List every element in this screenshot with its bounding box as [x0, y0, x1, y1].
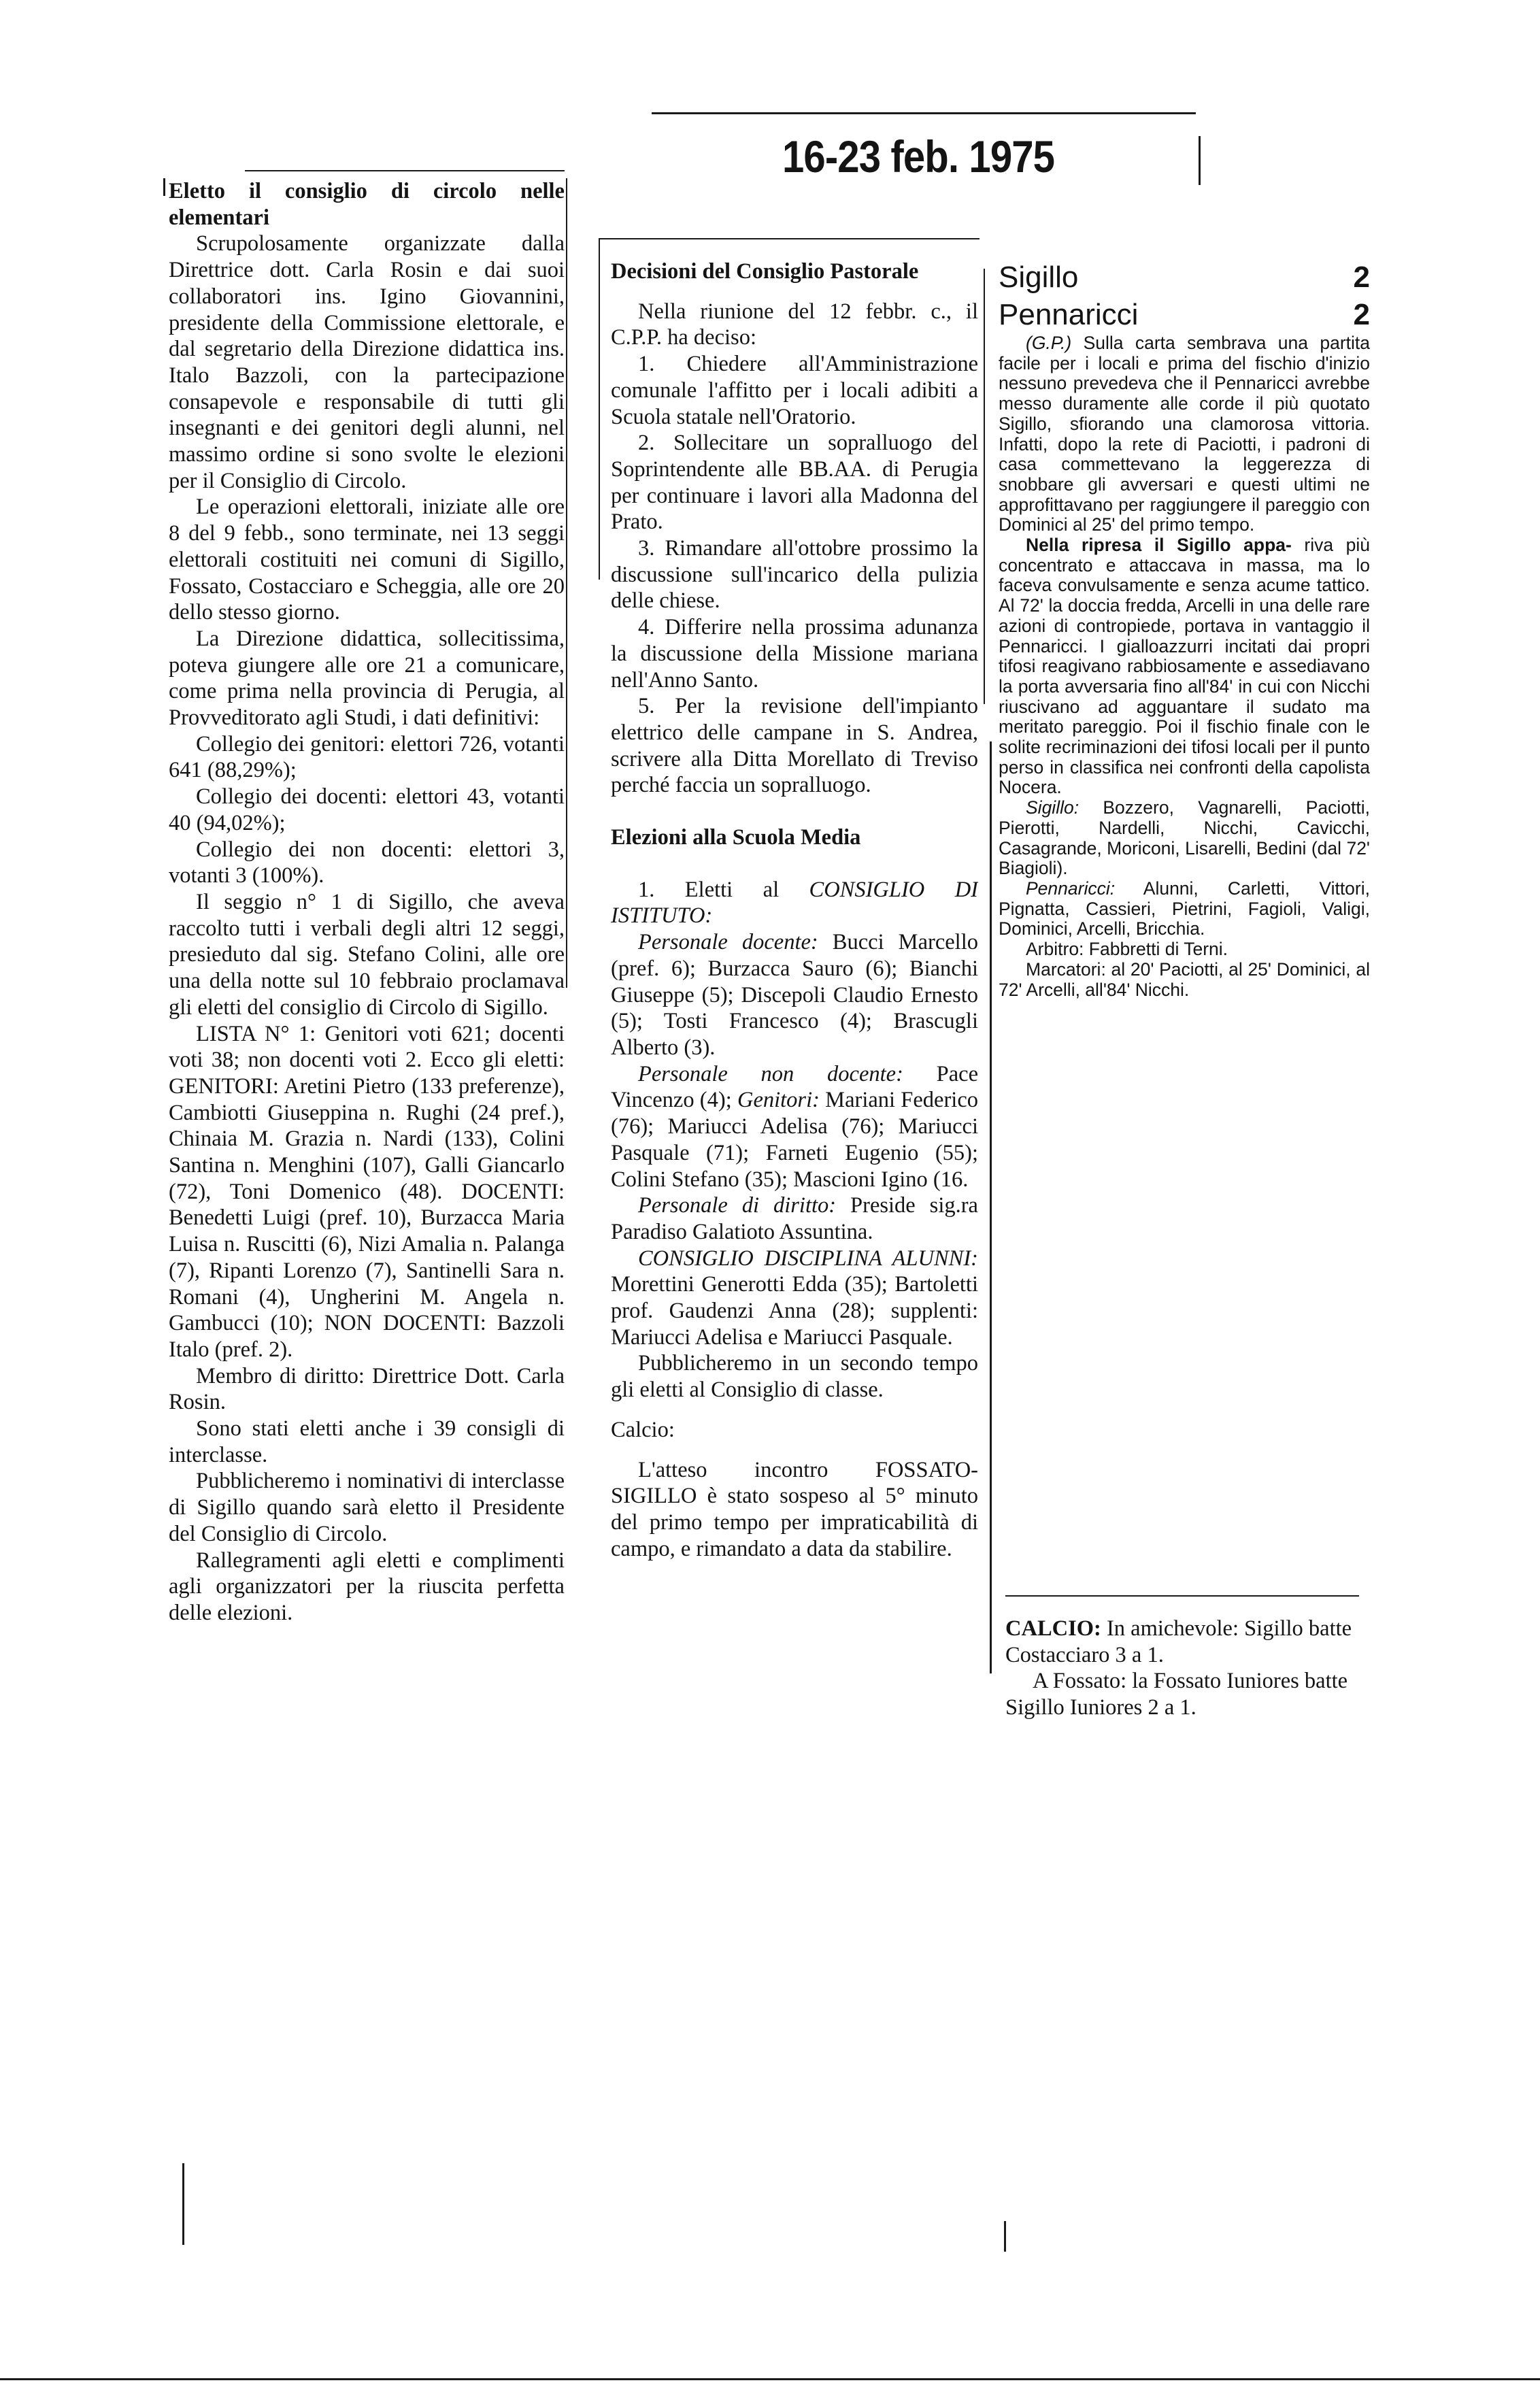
match-report-2-lead: Nella ripresa il Sigillo appa- — [1026, 535, 1292, 556]
col3-rule — [990, 741, 992, 1673]
col1-right-rule — [566, 178, 567, 988]
col1-left-mark — [163, 178, 165, 196]
score-pennaricci: 2 — [1353, 298, 1370, 331]
genitori-label: Genitori: — [737, 1088, 820, 1113]
score-sigillo: 2 — [1353, 261, 1370, 294]
team-sigillo: Sigillo — [999, 261, 1079, 294]
nondocente-text: Pace Vincenzo (4); — [611, 1061, 978, 1113]
date-divider — [1199, 136, 1201, 185]
docente-text: Bucci Marcello (pref. 6); Burzacca Sauro (6); Bianchi Giuseppe (5); Discepoli Claudio Ernesto (5); Tosti Francesco (4); Brascugli Alberto (3). — [611, 930, 978, 1060]
diritto-paragraph — [611, 1192, 978, 1245]
calcio-brief-label: CALCIO: — [1005, 1616, 1101, 1641]
middle-item-5: 5. Per la revisione dell'impianto elettrico delle campane in S. Andrea, scrivere alla Ditta Morellato di Treviso perché faccia un sopralluogo. — [611, 694, 978, 798]
elezioni-item — [611, 877, 978, 929]
col3-bottom-mark — [1004, 2221, 1006, 2252]
docente-label: Personale docente: — [638, 930, 818, 955]
score-row-pennaricci — [999, 296, 1370, 333]
middle-intro: Nella riunione del 12 febbr. c., il C.P.P. ha deciso: — [611, 299, 978, 350]
elezioni-item-label: 1. Eletti al — [638, 877, 809, 902]
col1-top-rule — [245, 170, 565, 171]
calcio-heading: Calcio: — [611, 1417, 675, 1442]
left-paragraph-7: Il seggio n° 1 di Sigillo, che aveva raccolto tutti i verbali degli altri 12 seggi, presieduto dal sig. Stefano Colini, alle ore una della notte sul 10 febbraio proclamava gli eletti del consiglio di Circolo di Sigillo. — [169, 889, 565, 1020]
calcio-brief-1: CALCIO: In amichevole: Sigillo batte Costacciaro 3 a 1. — [1005, 1616, 1352, 1667]
diritto-text: Preside sig.ra Paradiso Galatioto Assuntina. — [611, 1193, 978, 1244]
docente-paragraph — [611, 929, 978, 1061]
lineup-sigillo: Sigillo: Bozzero, Vagnarelli, Paciotti, Pierotti, Nardelli, Nicchi, Cavicchi, Casagrande, Moriconi, Lisarelli, Bedini (dal 72' Biagioli). — [999, 797, 1370, 879]
left-article-title: Eletto il consiglio di circolo nelle elementari — [169, 179, 565, 230]
match-report-1: (G.P.) Sulla carta sembrava una partita facile per i locali e prima del fischio d'inizio nessuno prevedeva che il Pennaricci avrebbe messo duramente alle corde il più quotato Sigillo, sfiorando una clamorosa vittoria. Infatti, dopo la rete di Paciotti, i padroni di casa commettevano la leggerezza di snobbare gli avversari e questi ultimi ne approfittavano per raggiungere il pareggio con Dominici al 25' del primo tempo. — [999, 333, 1370, 535]
left-paragraph-8: LISTA N° 1: Genitori voti 621; docenti voti 38; non docenti voti 2. Ecco gli eletti: GENITORI: Aretini Pietro (133 preferenze), Cambiotti Giuseppina n. Rughi (24 pref.), Chinaia M. Grazia n. Nardi (133), Colini Santina n. Menghini (107), Galli Giancarlo (72), Toni Domenico (48). DOCENTI: Benedetti Luigi (pref. 10), Burzacca Maria Luisa n. Ruscitti (6), Nizi Amalia n. Palanga (7), Ripanti Lorenzo (7), Santinelli Sara n. Romani (4), Ungherini M. Angela n. Gambucci (10); NON DOCENTI: Bazzoli Italo (pref. 2). — [169, 1021, 565, 1362]
middle-article — [611, 258, 978, 2122]
left-paragraph-1: Scrupolosamente organizzate dalla Direttrice dott. Carla Rosin e dai suoi collaboratori ins. Igino Giovannini, presidente della Commissione elettorale, e dal segretario della Direzione didattica ins. Italo Bazzoli, con la partecipazione consapevole e responsabile di tutti gli insegnanti e dei genitori degli alunni, nel massimo ordine si sono svolte le elezioni per il Consiglio di Circolo. — [169, 231, 565, 493]
byline: (G.P.) — [1026, 333, 1072, 353]
left-paragraph-12: Rallegramenti agli eletti e complimenti agli organizzatori per la riuscita perfetta delle elezioni. — [169, 1548, 565, 1625]
left-paragraph-3: La Direzione didattica, sollecitissima, poteva giungere alle ore 21 a comunicare, come prima nella provincia di Perugia, al Provveditorato agli Studi, i dati definitivi: — [169, 626, 565, 731]
lineup-pennaricci: Pennaricci: Alunni, Carletti, Vittori, Pignatta, Cassieri, Pietrini, Fagioli, Valigi, Dominici, Arcelli, Bricchia. — [999, 878, 1370, 939]
scorers: Marcatori: al 20' Paciotti, al 25' Dominici, al 72' Arcelli, all'84' Nicchi. — [999, 958, 1370, 1000]
middle-item-4: 4. Differire nella prossima adunanza la discussione della Missione mariana nell'Anno Santo. — [611, 615, 978, 693]
col2-left-rule — [599, 239, 600, 580]
middle-item-3: 3. Rimandare all'ottobre prossimo la discussione sull'incarico della pulizia delle chiese. — [611, 536, 978, 614]
middle-article-title: Decisioni del Consiglio Pastorale — [611, 259, 919, 284]
nondocente-label: Personale non docente: — [638, 1061, 903, 1086]
col2-right-rule — [984, 269, 985, 704]
nondocente-paragraph — [611, 1061, 978, 1193]
disciplina-label: CONSIGLIO DISCIPLINA ALUNNI: — [638, 1246, 978, 1271]
right-article — [999, 258, 1370, 1789]
bottom-rule — [0, 2378, 1540, 2380]
left-paragraph-10: Sono stati eletti anche i 39 consigli di interclasse. — [169, 1416, 565, 1467]
calcio-brief — [1005, 1616, 1386, 1721]
left-paragraph-6: Collegio dei non docenti: elettori 3, votanti 3 (100%). — [169, 837, 565, 888]
left-paragraph-11: Pubblicheremo i nominativi di interclasse di Sigillo quando sarà eletto il Presidente del Consiglio di Circolo. — [169, 1469, 565, 1546]
left-paragraph-9: Membro di diritto: Direttrice Dott. Carla Rosin. — [169, 1363, 565, 1415]
calcio-brief-2: A Fossato: la Fossato Iuniores batte Sigillo Iuniores 2 a 1. — [1005, 1669, 1348, 1720]
page-date: 16-23 feb. 1975 — [782, 131, 1055, 182]
team-pennaricci: Pennaricci — [999, 298, 1139, 331]
disciplina-text: Morettini Generotti Edda (35); Bartoletti prof. Gaudenzi Anna (28); supplenti: Mariucci Adelisa e Mariucci Pasquale. — [611, 1272, 978, 1350]
left-paragraph-4: Collegio dei genitori: elettori 726, votanti 641 (88,29%); — [169, 731, 565, 783]
middle-item-1: 1. Chiedere all'Amministrazione comunale l'affitto per i locali adibiti a Scuola statale nell'Oratorio. — [611, 352, 978, 429]
elezioni-title: Elezioni alla Scuola Media — [611, 825, 861, 850]
left-article — [169, 178, 565, 2253]
score-row-sigillo — [999, 258, 1370, 296]
col2-top-rule — [599, 238, 980, 239]
left-paragraph-5: Collegio dei docenti: elettori 43, votanti 40 (94,02%); — [169, 784, 565, 835]
match-report-2: Nella ripresa il Sigillo appa- riva più concentrato e attaccava in massa, ma lo faceva convulsamente e senza acume tattico. Al 72' la doccia fredda, Arcelli in una delle rare azioni di contropiede, portava in vantaggio il Pennaricci. I gialloazzurri incitati dai propri tifosi reagivano rabbiosamente e assediavano la porta avversaria fino all'84' in cui con Nicchi riuscivano ad agguantare il sudato ma meritato pareggio. Poi il fischio finale con le solite recriminazioni dei tifosi locali per il punto perso in classifica nei confronti della capolista Nocera. — [999, 535, 1370, 798]
calcio-text: L'atteso incontro FOSSATO-SIGILLO è stato sospeso al 5° minuto del primo tempo per impraticabilità di campo, e rimandato a data da stabilire. — [611, 1457, 978, 1561]
elezioni-item-org: CONSIGLIO DI ISTITUTO: — [611, 877, 978, 929]
middle-item-2: 2. Sollecitare un sopralluogo del Soprintendente alle BB.AA. di Perugia per continuare i lavori alla Madonna del Prato. — [611, 431, 978, 535]
top-rule — [652, 112, 1196, 114]
genitori-text: Mariani Federico (76); Mariucci Adelisa (76); Mariucci Pasquale (71); Farneti Eugenio (55); Colini Stefano (35); Mascioni Igino (16. — [611, 1088, 978, 1192]
referee: Arbitro: Fabbretti di Terni. — [1026, 939, 1228, 960]
diritto-label: Personale di diritto: — [638, 1193, 837, 1218]
pubblicheremo-paragraph: Pubblicheremo in un secondo tempo gli eletti al Consiglio di classe. — [611, 1351, 978, 1403]
disciplina-paragraph — [611, 1246, 978, 1351]
left-paragraph-2: Le operazioni elettorali, iniziate alle ore 8 del 9 febb., sono terminate, nei 13 seggi elettorali costituiti nei comuni di Sigillo, Fossato, Costacciaro e Scheggia, alle ore 20 dello stesso giorno. — [169, 495, 565, 625]
